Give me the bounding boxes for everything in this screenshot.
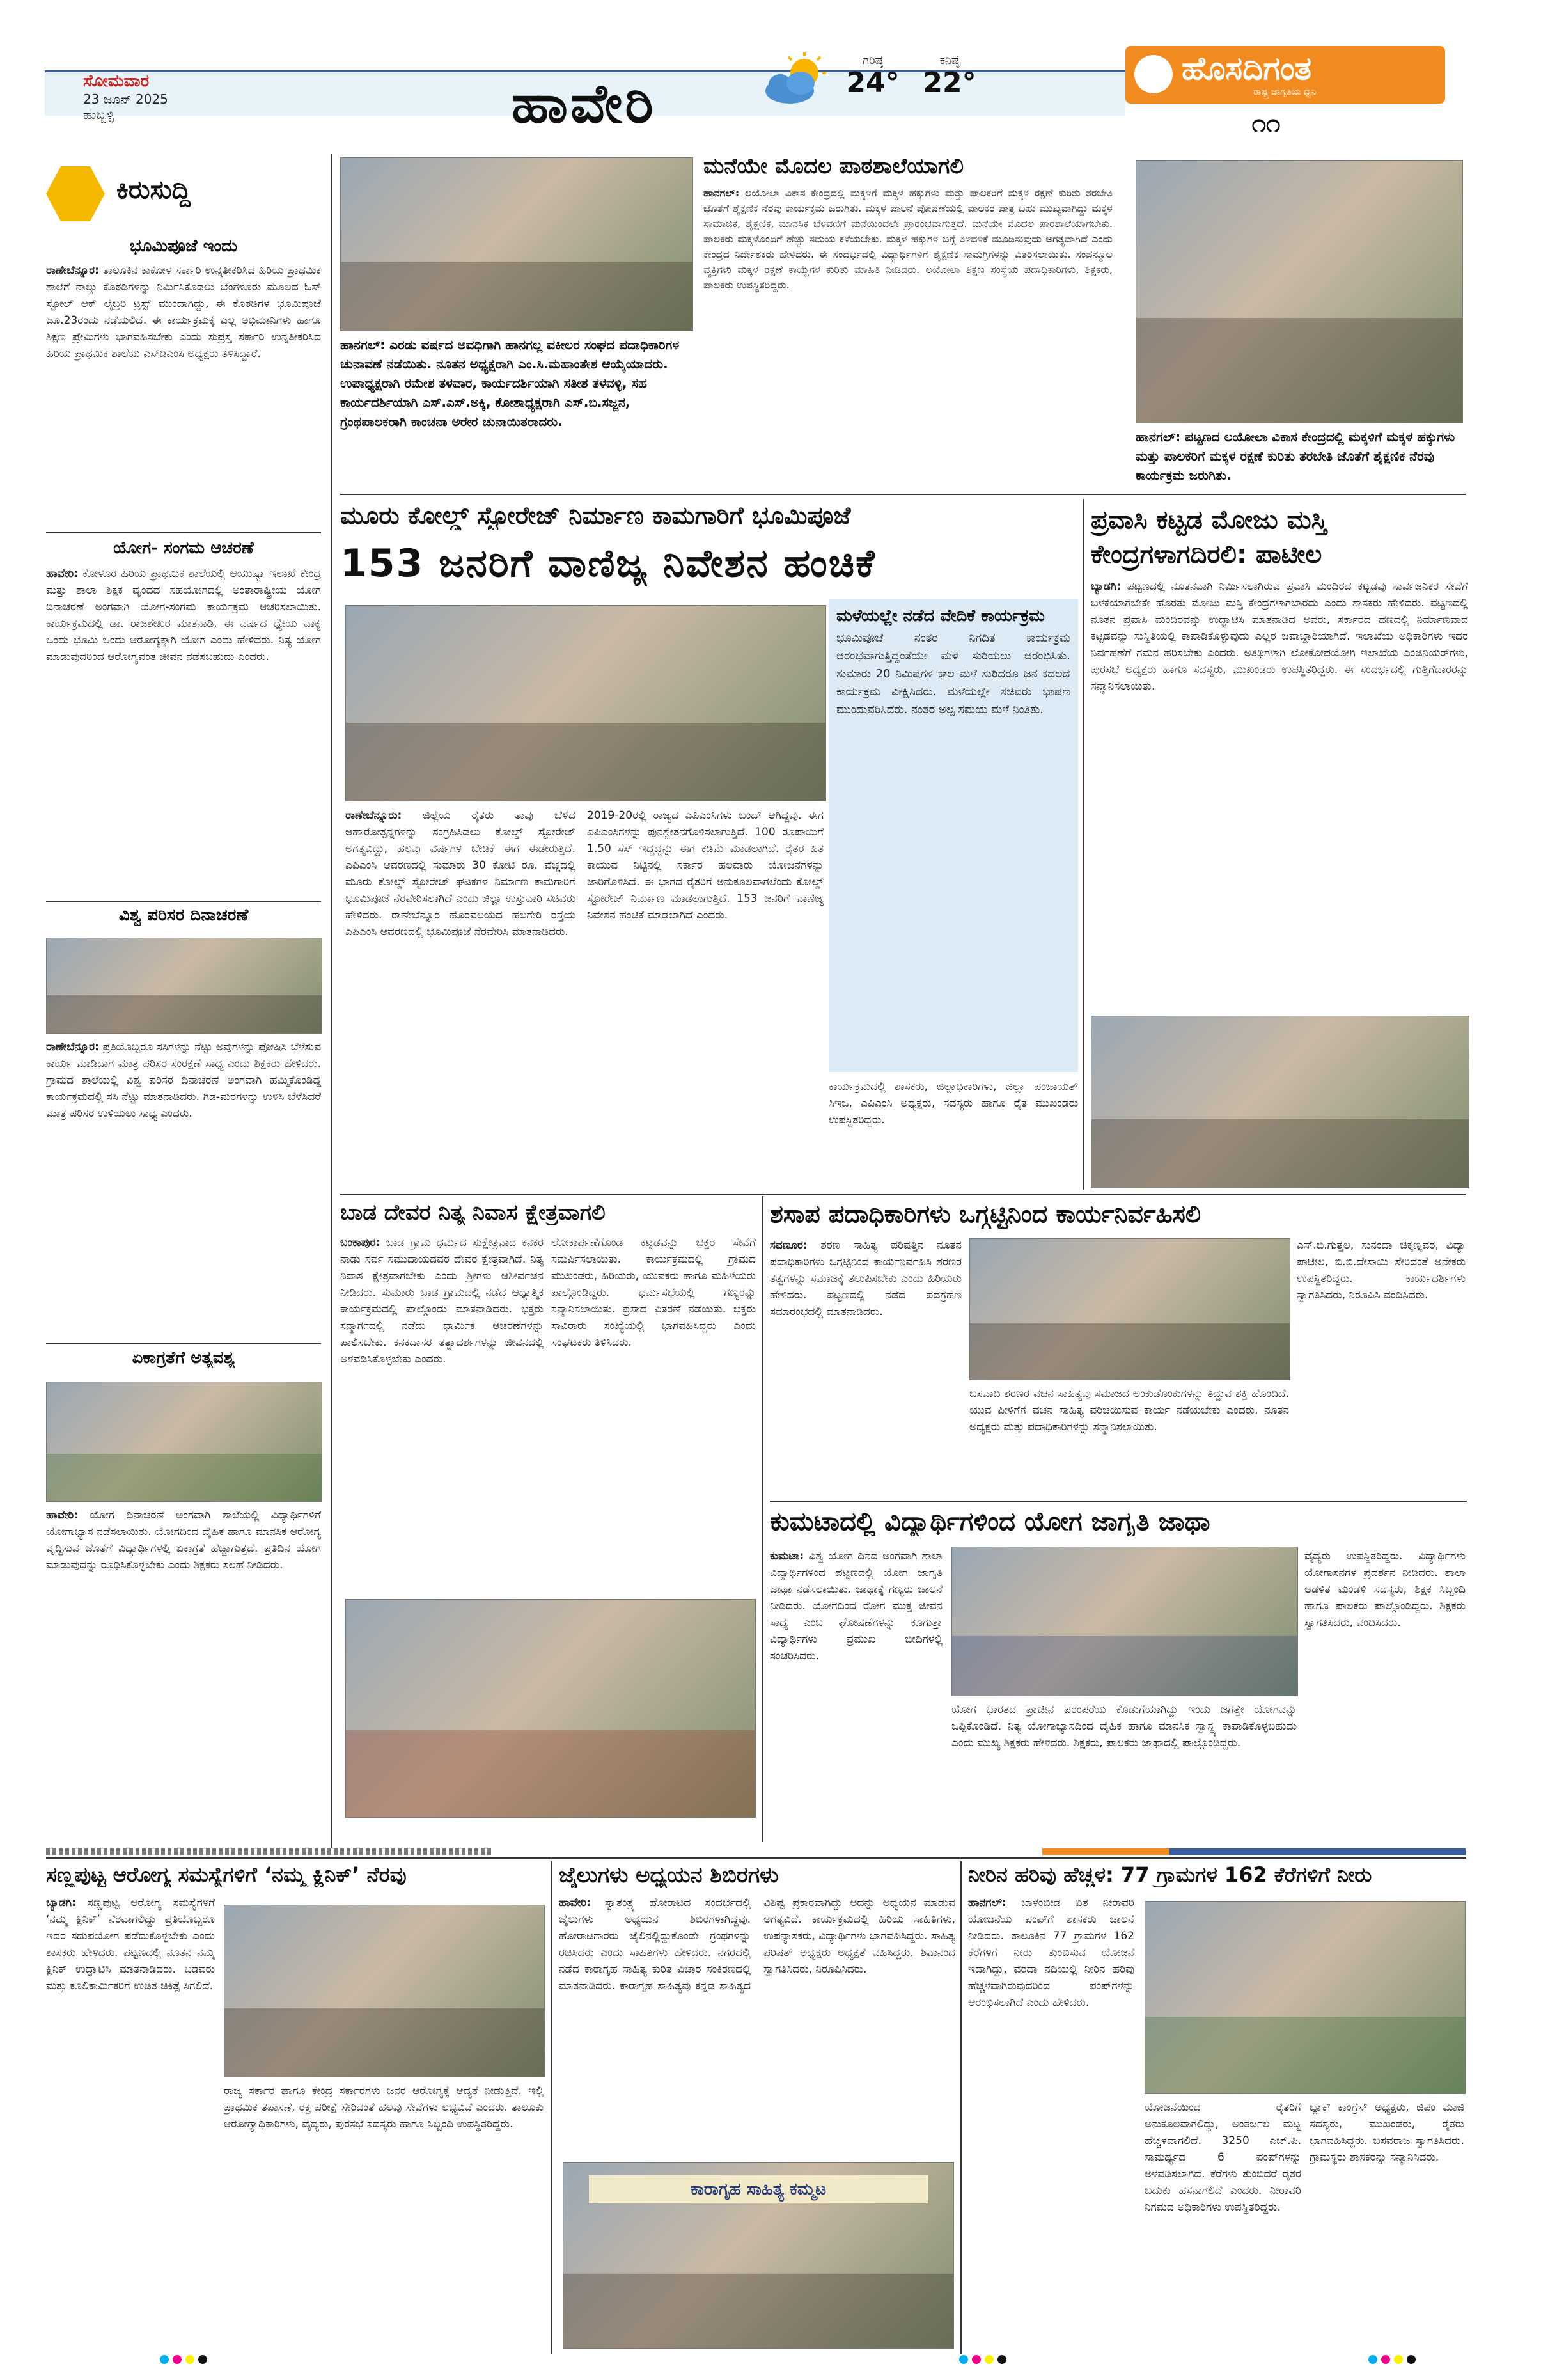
kiru-dateline-1: ರಾಣೇಬೆನ್ನೂರ: [46, 264, 99, 277]
kiru-dateline-2: ಹಾವೇರಿ: [46, 567, 79, 580]
dateline-bada: ಬಂಕಾಪುರ: [340, 1236, 380, 1249]
kirusuddi-label: ಕಿರುಸುದ್ದಿ [116, 175, 191, 205]
masthead-date: 23 ಜೂನ್ 2025 [83, 91, 168, 107]
weather-min [914, 54, 985, 99]
hand-icon [46, 166, 105, 221]
divider [46, 532, 321, 533]
rain-box [829, 599, 1078, 1072]
column-divider [551, 1861, 552, 2354]
cloud-sun-icon [761, 51, 831, 109]
kirusuddi-badge [46, 166, 238, 221]
kicker-cold: ಮೂರು ಕೋಲ್ಡ್ ಸ್ಟೋರೇಜ್ ನಿರ್ಮಾಣ ಕಾಮಗಾರಿಗೆ ಭೂಮಿಪೂಜೆ [340, 501, 851, 530]
dateline-shasapa: ಸವಣೂರ: [770, 1239, 808, 1252]
kiru-head-1: ಭೂಮಿಪೂಜೆ ಇಂದು [129, 237, 238, 256]
weather-max [838, 54, 908, 99]
masthead-date-block [83, 72, 262, 122]
text-school: ಲಯೋಲಾ ವಿಕಾಸ ಕೇಂದ್ರದಲ್ಲಿ ಮಕ್ಕಳಿಗೆ ಮಕ್ಕಳ ಹಕ್ಕುಗಳು ಮತ್ತು ಪಾಲಕರಿಗೆ ಮಕ್ಕಳ ರಕ್ಷಣೆ ಕುರಿತು ತರಬೇತಿ ಜೊತೆಗೆ ಶೈಕ್ಷಣಿಕ ನೆರವು ಕಾರ್ಯಕ್ರಮ ಜರುಗಿತು. ಮಕ್ಕಳ ಪಾಲನೆ ಪೋಷಣೆಯಲ್ಲಿ ಪಾಲಕರ ಪಾತ್ರ ಬಹು ಮುಖ್ಯವಾಗಿದ್ದು ಮಕ್ಕಳ ಸಾಮಾಜಿಕ, ಶೈಕ್ಷಣಿಕ, ಮಾನಸಿಕ ಬೆಳವಣಿಗೆ ಮನೆಯಿಂದಲೇ ಪ್ರಾರಂಭವಾಗುತ್ತದೆ. ಮನೆಯೇ ಮೊದಲ ಪಾಠಶಾಲೆಯಾಗಬೇಕು. ಪಾಲಕರು ಮಕ್ಕಳೊಂದಿಗೆ ಹೆಚ್ಚು ಸಮಯ ಕಳೆಯಬೇಕು. ಮಕ್ಕಳ ಹಕ್ಕುಗಳ ಬಗ್ಗೆ ತಿಳಿವಳಿಕೆ ಮೂಡಿಸುವುದು ಅಗತ್ಯವಾಗಿದೆ ಎಂದು ಕೇಂದ್ರದ ನಿರ್ದೇಶಕರು ಹೇಳಿದರು. ಈ ಸಂದರ್ಭದಲ್ಲಿ ವಿದ್ಯಾರ್ಥಿಗಳಿಗೆ ಶೈಕ್ಷಣಿಕ ಸಾಮಗ್ರಿಗಳನ್ನು ವಿತರಿಸಲಾಯಿತು. ಸಂಪನ್ಮೂಲ ವ್ಯಕ್ತಿಗಳು ಮಕ್ಕಳ ರಕ್ಷಣೆ ಕಾಯ್ದೆಗಳ ಕುರಿತು ಮಾಹಿತಿ ನೀಡಿದರು. ಲಯೋಲಾ ಶಿಕ್ಷಣ ಸಂಸ್ಥೆಯ ಪದಾಧಿಕಾರಿಗಳು, ಶಿಕ್ಷಕರು, ಪಾಲಕರು ಉಪಸ್ಥಿತರಿದ್ದರು. [703, 187, 1113, 291]
rain-box-head: ಮಳೆಯಲ್ಲೇ ನಡೆದ ವೇದಿಕೆ ಕಾರ್ಯಕ್ರಮ [836, 606, 1045, 626]
kiru-photo-3 [46, 938, 322, 1034]
row-divider [340, 1194, 1466, 1195]
rain-box-body: ಭೂಮಿಪೂಜೆ ನಂತರ ನಿಗದಿತ ಕಾರ್ಯಕ್ರಮ ಆರಂಭವಾಗುತ್ತಿದ್ದಂತೆಯೇ ಮಳೆ ಸುರಿಯಲು ಆರಂಭಿಸಿತು. ಸುಮಾರು 20 ನಿಮಿಷಗಳ ಕಾಲ ಮಳೆ ಸುರಿದರೂ ಜನ ಕದಲದೆ ಕಾರ್ಯಕ್ರಮ ವೀಕ್ಷಿಸಿದರು. ಮಳೆಯಲ್ಲೇ ಸಚಿವರು ಭಾಷಣ ಮುಂದುವರಿಸಿದರು. ನಂತರ ಅಲ್ಪ ಸಮಯ ಮಳೆ ನಿಂತಿತು. [836, 631, 1070, 716]
kiru-text-4: ಯೋಗ ದಿನಾಚರಣೆ ಅಂಗವಾಗಿ ಶಾಲೆಯಲ್ಲಿ ವಿದ್ಯಾರ್ಥಿಗಳಿಗೆ ಯೋಗಾಭ್ಯಾಸ ನಡೆಸಲಾಯಿತು. ಯೋಗದಿಂದ ದೈಹಿಕ ಹಾಗೂ ಮಾನಸಿಕ ಆರೋಗ್ಯ ವೃದ್ಧಿಸುವ ಜೊತೆಗೆ ವಿದ್ಯಾರ್ಥಿಗಳಲ್ಲಿ ಏಕಾಗ್ರತೆ ಹೆಚ್ಚಾಗುತ್ತದೆ. ಪ್ರತಿದಿನ ಯೋಗ ಮಾಡುವುದನ್ನು ರೂಢಿಸಿಕೊಳ್ಳಬೇಕು ಎಂದು ಶಿಕ್ಷಕರು ಸಲಹೆ ನೀಡಿದರು. [46, 1509, 321, 1572]
registration-dots [959, 2355, 1006, 2364]
story-kumta-body1 [770, 1548, 943, 1842]
column-divider [1083, 499, 1084, 1190]
divider [46, 1343, 321, 1344]
kiru-head-4: ಏಕಾಗ್ರತೆಗೆ ಅತ್ಯವಶ್ಯ [132, 1348, 235, 1367]
row-divider [46, 1857, 1466, 1859]
text-patil: ಪಟ್ಟಣದಲ್ಲಿ ನೂತನವಾಗಿ ನಿರ್ಮಿಸಲಾಗಿರುವ ಪ್ರವಾಸಿ ಮಂದಿರದ ಕಟ್ಟಡವು ಸಾರ್ವಜನಿಕರ ಸೇವೆಗೆ ಬಳಕೆಯಾಗಬೇಕೇ ಹೊರತು ಮೋಜು ಮಸ್ತಿ ಕೇಂದ್ರಗಳಾಗಬಾರದು ಎಂದು ಶಾಸಕರು ಹೇಳಿದರು. ಪಟ್ಟಣದಲ್ಲಿ ನೂತನ ಪ್ರವಾಸಿ ಮಂದಿರವನ್ನು ಉದ್ಘಾಟಿಸಿ ಮಾತನಾಡಿದ ಅವರು, ಸರ್ಕಾರದ ಹಣದಲ್ಲಿ ನಿರ್ಮಾಣವಾದ ಕಟ್ಟಡವನ್ನು ಸುಸ್ಥಿತಿಯಲ್ಲಿ ಕಾಪಾಡಿಕೊಳ್ಳುವುದು ಎಲ್ಲರ ಜವಾಬ್ದಾರಿಯಾಗಿದೆ. ಇಲಾಖೆಯ ಅಧಿಕಾರಿಗಳು ಇದರ ನಿರ್ವಹಣೆಗೆ ಗಮನ ಹರಿಸಬೇಕು ಎಂದರು. ಅತಿಥಿಗಳಾಗಿ ಲೋಕೋಪಯೋಗಿ ಇಲಾಖೆಯ ಎಂಜಿನಿಯರ್‌ಗಳು, ಪುರಸಭೆ ಅಧ್ಯಕ್ಷರು ಹಾಗೂ ಸದಸ್ಯರು, ಮುಖಂಡರು ಉಪಸ್ಥಿತರಿದ್ದರು. ಈ ಸಂದರ್ಭದಲ್ಲಿ ಗುತ್ತಿಗೆದಾರರನ್ನು ಸನ್ಮಾನಿಸಲಾಯಿತು. [1091, 580, 1468, 693]
headline-kumta: ಕುಮಟಾದಲ್ಲಿ ವಿದ್ಯಾರ್ಥಿಗಳಿಂದ ಯೋಗ ಜಾಗೃತಿ ಜಾಥಾ [770, 1507, 1210, 1536]
story-shasapa-body1 [770, 1237, 962, 1461]
story-kumta-body3: ವೈದ್ಯರು ಉಪಸ್ಥಿತರಿದ್ದರು. ವಿದ್ಯಾರ್ಥಿಗಳು ಯೋಗಾಸನಗಳ ಪ್ರದರ್ಶನ ನೀಡಿದರು. ಶಾಲಾ ಆಡಳಿತ ಮಂಡಳಿ ಸದಸ್ಯರು, ಶಿಕ್ಷಕ ಸಿಬ್ಬಂದಿ ಹಾಗೂ ಪಾಲಕರು ಪಾಲ್ಗೊಂಡಿದ್ದರು. ಶಿಕ್ಷಕರು ಸ್ವಾಗತಿಸಿದರು, ವಂದಿಸಿದರು. [1304, 1550, 1466, 1629]
kiru-body-4 [46, 1507, 321, 1846]
photo-bada [345, 1599, 756, 1818]
kiru-body-3 [46, 1039, 321, 1339]
headline-clinic: ಸಣ್ಣಪುಟ್ಟ ಆರೋಗ್ಯ ಸಮಸ್ಯೆಗಳಿಗೆ ‘ನಮ್ಮ ಕ್ಲಿನಿಕ್’ ನೆರವು [46, 1863, 407, 1887]
kiru-body-2 [46, 565, 321, 898]
edition-title: ಹಾವೇರಿ [512, 72, 656, 135]
dateline-school: ಹಾನಗಲ್: [703, 187, 740, 199]
story-water-body1 [968, 1895, 1134, 2349]
text-clinic-1: ಸಣ್ಣಪುಟ್ಟ ಆರೋಗ್ಯ ಸಮಸ್ಯೆಗಳಿಗೆ ‘ನಮ್ಮ ಕ್ಲಿನಿಕ್’ ನೆರವಾಗಲಿದ್ದು ಪ್ರತಿಯೊಬ್ಬರೂ ಇದರ ಸದುಪಯೋಗ ಪಡೆದುಕೊಳ್ಳಬೇಕು ಎಂದು ಶಾಸಕರು ಹೇಳಿದರು. ಪಟ್ಟಣದಲ್ಲಿ ನೂತನ ನಮ್ಮ ಕ್ಲಿನಿಕ್ ಉದ್ಘಾಟಿಸಿ ಮಾತನಾಡಿದರು. ಬಡವರು ಮತ್ತು ಕೂಲಿಕಾರ್ಮಿಕರಿಗೆ ಉಚಿತ ಚಿಕಿತ್ಸೆ ಸಿಗಲಿದೆ. [46, 1896, 215, 1992]
story-shasapa-body2: ಬಸವಾದಿ ಶರಣರ ವಚನ ಸಾಹಿತ್ಯವು ಸಮಾಜದ ಅಂಕುಡೊಂಕುಗಳನ್ನು ತಿದ್ದುವ ಶಕ್ತಿ ಹೊಂದಿದೆ. ಯುವ ಪೀಳಿಗೆಗೆ ವಚನ ಸಾಹಿತ್ಯ ಪರಿಚಯಿಸುವ ಕಾರ್ಯ ನಡೆಯಬೇಕು ಎಂದರು. ನೂತನ ಅಧ್ಯಕ್ಷರು ಮತ್ತು ಪದಾಧಿಕಾರಿಗಳನ್ನು ಸನ್ಮಾನಿಸಲಾಯಿತು. [969, 1387, 1289, 1433]
story-cold-body3: ಕಾರ್ಯಕ್ರಮದಲ್ಲಿ ಶಾಸಕರು, ಜಿಲ್ಲಾಧಿಕಾರಿಗಳು, ಜಿಲ್ಲಾ ಪಂಚಾಯತ್ ಸಿಇಒ, ಎಪಿಎಂಸಿ ಅಧ್ಯಕ್ಷರು, ಸದಸ್ಯರು ಹಾಗೂ ರೈತ ಮುಖಂಡರು ಉಪಸ್ಥಿತರಿದ್ದರು. [829, 1080, 1078, 1126]
text-shasapa-1: ಶರಣ ಸಾಹಿತ್ಯ ಪರಿಷತ್ತಿನ ನೂತನ ಪದಾಧಿಕಾರಿಗಳು ಒಗ್ಗಟ್ಟಿನಿಂದ ಕಾರ್ಯನಿರ್ವಹಿಸಿ ಶರಣರ ತತ್ವಗಳನ್ನು ಸಮಾಜಕ್ಕೆ ತಲುಪಿಸಬೇಕು ಎಂದು ಹಿರಿಯರು ಹೇಳಿದರು. ಪಟ್ಟಣದಲ್ಲಿ ನಡೆದ ಪದಗ್ರಹಣ ಸಮಾರಂಭದಲ್ಲಿ ಮಾತನಾಡಿದರು. [770, 1239, 962, 1318]
headline-patil: ಪ್ರವಾಸಿ ಕಟ್ಟಡ ಮೋಜು ಮಸ್ತಿ ಕೇಂದ್ರಗಳಾಗದಿರಲಿ: ಪಾಟೀಲ [1091, 505, 1327, 569]
photo-lawyers [340, 157, 693, 331]
headline-water: ನೀರಿನ ಹರಿವು ಹೆಚ್ಚಳ: 77 ಗ್ರಾಮಗಳ 162 ಕೆರೆಗಳಿಗೆ ನೀರು [968, 1863, 1372, 1887]
kiru-dateline-4: ಹಾವೇರಿ: [46, 1509, 79, 1522]
headline-school: ಮನೆಯೇ ಮೊದಲ ಪಾಠಶಾಲೆಯಾಗಲಿ [703, 154, 964, 179]
jail-banner: ಕಾರಾಗೃಹ ಸಾಹಿತ್ಯ ಕಮ್ಮಟ [589, 2175, 928, 2203]
masthead-city: ಹುಬ್ಬಳ್ಳಿ [83, 107, 114, 122]
column-divider [762, 1196, 763, 1842]
weather-max-label: ಗರಿಷ್ಠ [863, 54, 883, 67]
separator-bar [46, 1848, 494, 1855]
story-clinic-body1 [46, 1895, 215, 2349]
separator-bar [1042, 1848, 1466, 1855]
column-divider [331, 154, 332, 1848]
kiru-text-2: ಕೋಳೂರ ಹಿರಿಯ ಪ್ರಾಥಮಿಕ ಶಾಲೆಯಲ್ಲಿ ಆಯುಷ್ಯಾ ಇಲಾಖೆ ಕೇಂದ್ರ ಮತ್ತು ಶಾಲಾ ಶಿಕ್ಷಕ ವೃಂದದ ಸಹಯೋಗದಲ್ಲಿ ಅಂತಾರಾಷ್ಟ್ರೀಯ ಯೋಗ ದಿನಾಚರಣೆ ಅಂಗವಾಗಿ ಯೋಗ-ಸಂಗಮ ಕಾರ್ಯಕ್ರಮ ಆಚರಿಸಲಾಯಿತು. ಕಾರ್ಯಕ್ರಮದಲ್ಲಿ ಡಾ. ರಾಜಶೇಖರ ಮಾತನಾಡಿ, ಈ ವರ್ಷದ ಧ್ಯೇಯ ವಾಕ್ಯ ಒಂದು ಭೂಮಿ ಒಂದು ಆರೋಗ್ಯಕ್ಕಾಗಿ ಯೋಗ ಎಂದು ಹೇಳಿದರು. ನಿತ್ಯ ಯೋಗ ಮಾಡುವುದರಿಂದ ಆರೋಗ್ಯವಂತ ಜೀವನ ನಡೆಸಬಹುದು ಎಂದರು. [46, 567, 321, 663]
kiru-photo-4 [46, 1382, 322, 1502]
story-water-body3: ಬ್ಲಾಕ್ ಕಾಂಗ್ರೆಸ್ ಅಧ್ಯಕ್ಷರು, ಜಿಪಂ ಮಾಜಿ ಸದಸ್ಯರು, ಮುಖಂಡರು, ರೈತರು ಭಾಗವಹಿಸಿದ್ದರು. ಬಸವರಾಜ ಸ್ವಾಗತಿಸಿದರು. ಗ್ರಾಮಸ್ಥರು ಶಾಸಕರನ್ನು ಸನ್ಮಾನಿಸಿದರು. [1310, 2101, 1464, 2164]
photo-shasapa [969, 1238, 1290, 1380]
photo-jail [563, 2162, 954, 2349]
story-kumta-body2: ಯೋಗ ಭಾರತದ ಪ್ರಾಚೀನ ಪರಂಪರೆಯ ಕೊಡುಗೆಯಾಗಿದ್ದು ಇಂದು ಜಗತ್ತೇ ಯೋಗವನ್ನು ಒಪ್ಪಿಕೊಂಡಿದೆ. ನಿತ್ಯ ಯೋಗಾಭ್ಯಾಸದಿಂದ ದೈಹಿಕ ಹಾಗೂ ಮಾನಸಿಕ ಸ್ವಾಸ್ಥ್ಯ ಕಾಪಾಡಿಕೊಳ್ಳಬಹುದು ಎಂದು ಮುಖ್ಯ ಶಿಕ್ಷಕರು ಹೇಳಿದರು. ಶಿಕ್ಷಕರು, ಪಾಲಕರು ಜಾಥಾದಲ್ಲಿ ಪಾಲ್ಗೊಂಡಿದ್ದರು. [951, 1703, 1297, 1749]
paper-name: ಹೊಸದಿಗಂತ [1182, 50, 1312, 87]
dateline-water: ಹಾನಗಲ್: [968, 1896, 1006, 1909]
photo-cold [345, 605, 826, 801]
paper-logo-emblem [1134, 55, 1173, 93]
headline-jail: ಜೈಲುಗಳು ಅಧ್ಯಯನ ಶಿಬಿರಗಳು [559, 1863, 779, 1888]
photo-water [1145, 1901, 1466, 2094]
text-bada-1: ಬಾಡ ಗ್ರಾಮ ಧರ್ಮದ ಸುಕ್ಷೇತ್ರವಾದ ಕನಕರ ನಾಡು ಸರ್ವ ಸಮುದಾಯದವರ ದೇವರ ಕ್ಷೇತ್ರವಾಗಿದೆ. ನಿತ್ಯ ನಿವಾಸ ಕ್ಷೇತ್ರವಾಗಬೇಕು ಎಂದು ಶ್ರೀಗಳು ಆಶೀರ್ವಚನ ನೀಡಿದರು. ಸುಮಾರು ಬಾಡ ಗ್ರಾಮದಲ್ಲಿ ನಡೆದ ಆಧ್ಯಾತ್ಮಿಕ ಕಾರ್ಯಕ್ರಮದಲ್ಲಿ ಪಾಲ್ಗೊಂಡು ಮಾತನಾಡಿದರು. ಭಕ್ತರು ಸನ್ಮಾರ್ಗದಲ್ಲಿ ನಡೆದು ಧಾರ್ಮಿಕ ಆಚರಣೆಗಳನ್ನು ಪಾಲಿಸಬೇಕು. ಕನಕದಾಸರ ತತ್ವಾದರ್ಶಗಳನ್ನು ಜೀವನದಲ್ಲಿ ಅಳವಡಿಸಿಕೊಳ್ಳಬೇಕು ಎಂದರು. [340, 1236, 544, 1366]
photo-patil [1091, 1016, 1469, 1188]
row-divider [340, 494, 1466, 495]
column-divider [960, 1861, 962, 2354]
kiru-head-2: ಯೋಗ- ಸಂಗಮ ಆಚರಣೆ [113, 539, 254, 558]
kiru-text-3: ಪ್ರತಿಯೊಬ್ಬರೂ ಸಸಿಗಳನ್ನು ನೆಟ್ಟು ಅವುಗಳನ್ನು ಪೋಷಿಸಿ ಬೆಳೆಸುವ ಕಾರ್ಯ ಮಾಡಿದಾಗ ಮಾತ್ರ ಪರಿಸರ ಸಂರಕ್ಷಣೆ ಸಾಧ್ಯ ಎಂದು ಶಿಕ್ಷಕರು ಹೇಳಿದರು. ಗ್ರಾಮದ ಶಾಲೆಯಲ್ಲಿ ವಿಶ್ವ ಪರಿಸರ ದಿನಾಚರಣೆ ಅಂಗವಾಗಿ ಹಮ್ಮಿಕೊಂಡಿದ್ದ ಕಾರ್ಯಕ್ರಮದಲ್ಲಿ ಸಸಿ ನೆಟ್ಟು ಮಾತನಾಡಿದರು. ಗಿಡ-ಮರಗಳನ್ನು ಉಳಿಸಿ ಬೆಳೆಸಿದರೆ ಮಾತ್ರ ಪರಿಸರ ಉಳಿಯಲು ಸಾಧ್ಯ ಎಂದರು. [46, 1041, 321, 1120]
headline-bada: ಬಾಡ ದೇವರ ನಿತ್ಯ ನಿವಾಸ ಕ್ಷೇತ್ರವಾಗಲಿ [340, 1200, 606, 1225]
caption-lawyers: ಹಾನಗಲ್: ಎರಡು ವರ್ಷದ ಅವಧಿಗಾಗಿ ಹಾನಗಲ್ಲ ವಕೀಲರ ಸಂಘದ ಪದಾಧಿಕಾರಿಗಳ ಚುನಾವಣೆ ನಡೆಯಿತು. ನೂತನ ಅಧ್ಯಕ್ಷರಾಗಿ ಎಂ.ಸಿ.ಮಹಾಂತೇಶ ಆಯ್ಕೆಯಾದರು. ಉಪಾಧ್ಯಕ್ಷರಾಗಿ ರಮೇಶ ತಳವಾರ, ಕಾರ್ಯದರ್ಶಿಯಾಗಿ ಸತೀಶ ತಳವಳ್ಳಿ, ಸಹ ಕಾರ್ಯದರ್ಶಿಯಾಗಿ ಎಸ್.ಎಸ್.ಅಕ್ಕಿ, ಕೋಶಾಧ್ಯಕ್ಷರಾಗಿ ಎಸ್.ಬಿ.ಸಜ್ಜನ, ಗ್ರಂಥಪಾಲಕರಾಗಿ ಕಾಂಚನಾ ಅರೇರ ಚುನಾಯಿತರಾದರು. [340, 337, 680, 429]
kiru-body-1 [46, 262, 321, 524]
dateline-clinic: ಬ್ಯಾಡಗಿ: [46, 1896, 76, 1909]
page-number: ೧೧ [1251, 109, 1281, 138]
headline-cold: 153 ಜನರಿಗೆ ವಾಣಿಜ್ಯ ನಿವೇಶನ ಹಂಚಿಕೆ [340, 541, 876, 586]
story-clinic-body2: ರಾಜ್ಯ ಸರ್ಕಾರ ಹಾಗೂ ಕೇಂದ್ರ ಸರ್ಕಾರಗಳು ಜನರ ಆರೋಗ್ಯಕ್ಕೆ ಆದ್ಯತೆ ನೀಡುತ್ತಿವೆ. ಇಲ್ಲಿ ಪ್ರಾಥಮಿಕ ತಪಾಸಣೆ, ರಕ್ತ ಪರೀಕ್ಷೆ ಸೇರಿದಂತೆ ಹಲವು ಸೇವೆಗಳು ಲಭ್ಯವಿವೆ ಎಂದರು. ತಾಲೂಕು ಆರೋಗ್ಯಾಧಿಕಾರಿಗಳು, ವೈದ್ಯರು, ಪುರಸಭೆ ಸದಸ್ಯರು ಹಾಗೂ ಸಿಬ್ಬಂದಿ ಉಪಸ್ಥಿತರಿದ್ದರು. [224, 2084, 544, 2131]
story-patil-body [1091, 578, 1468, 1007]
story-shasapa-body3: ಎಸ್.ಬಿ.ಗುತ್ತಲ, ಸುನಂದಾ ಚಿಕ್ಕಣ್ಣವರ, ವಿದ್ಯಾ ಪಾಟೀಲ, ಬಿ.ಬಿ.ದೇಸಾಯಿ ಸೇರಿದಂತೆ ಅನೇಕರು ಉಪಸ್ಥಿತರಿದ್ದರು. ಕಾರ್ಯದರ್ಶಿಗಳು ಸ್ವಾಗತಿಸಿದರು, ನಿರೂಪಿಸಿ ವಂದಿಸಿದರು. [1297, 1239, 1466, 1302]
divider [46, 901, 321, 902]
photo-kumta [951, 1547, 1298, 1696]
headline-shasapa: ಶಸಾಪ ಪದಾಧಿಕಾರಿಗಳು ಒಗ್ಗಟ್ಟಿನಿಂದ ಕಾರ್ಯನಿರ್ವಹಿಸಲಿ [770, 1200, 1201, 1228]
caption-loyola: ಹಾನಗಲ್: ಪಟ್ಟಣದ ಲಯೋಲಾ ವಿಕಾಸ ಕೇಂದ್ರದಲ್ಲಿ ಮಕ್ಕಳಿಗೆ ಮಕ್ಕಳ ಹಕ್ಕುಗಳು ಮತ್ತು ಪಾಲಕರಿಗೆ ಮಕ್ಕಳ ರಕ್ಷಣೆ ಕುರಿತು ತರಬೇತಿ ಜೊತೆಗೆ ಶೈಕ್ಷಣಿಕ ನೆರವು ಕಾರ್ಯಕ್ರಮ ಜರುಗಿತು. [1136, 429, 1455, 483]
registration-dots [160, 2355, 207, 2364]
paper-logo [1125, 46, 1445, 104]
dateline-patil: ಬ್ಯಾಡಗಿ: [1091, 580, 1121, 593]
registration-dots [1368, 2355, 1416, 2364]
dateline-kumta: ಕುಮಟಾ: [770, 1550, 804, 1563]
text-jail: ಸ್ವಾತಂತ್ರ್ಯ ಹೋರಾಟದ ಸಂದರ್ಭದಲ್ಲಿ ಜೈಲುಗಳು ಅಧ್ಯಯನ ಶಿಬಿರಗಳಾಗಿದ್ದವು. ಹೋರಾಟಗಾರರು ಜೈಲಿನಲ್ಲಿದ್ದುಕೊಂಡೇ ಗ್ರಂಥಗಳನ್ನು ರಚಿಸಿದರು ಎಂದು ಸಾಹಿತಿಗಳು ಹೇಳಿದರು. ನಗರದಲ್ಲಿ ನಡೆದ ಕಾರಾಗೃಹ ಸಾಹಿತ್ಯ ಕುರಿತ ವಿಚಾರ ಸಂಕಿರಣದಲ್ಲಿ ಮಾತನಾಡಿದರು. ಕಾರಾಗೃಹ ಸಾಹಿತ್ಯವು ಕನ್ನಡ ಸಾಹಿತ್ಯದ ವಿಶಿಷ್ಟ ಪ್ರಕಾರವಾಗಿದ್ದು ಅದನ್ನು ಅಧ್ಯಯನ ಮಾಡುವ ಅಗತ್ಯವಿದೆ. ಕಾರ್ಯಕ್ರಮದಲ್ಲಿ ಹಿರಿಯ ಸಾಹಿತಿಗಳು, ಉಪನ್ಯಾಸಕರು, ವಿದ್ಯಾರ್ಥಿಗಳು ಭಾಗವಹಿಸಿದ್ದರು. ಸಾಹಿತ್ಯ ಪರಿಷತ್ ಅಧ್ಯಕ್ಷರು ಅಧ್ಯಕ್ಷತೆ ವಹಿಸಿದ್ದರು. ಶಿವಾನಂದ ಸ್ವಾಗತಿಸಿದರು, ನಿರೂಪಿಸಿದರು. [559, 1896, 955, 1992]
story-bada-body1 [340, 1234, 544, 1593]
weather-min-value: 22° [923, 67, 976, 99]
photo-loyola [1136, 160, 1463, 423]
story-jail-body [559, 1895, 955, 2157]
text-water-1: ಬಾಳಂಬೀಡ ಏತ ನೀರಾವರಿ ಯೋಜನೆಯ ಪಂಪ್‌ಗೆ ಶಾಸಕರು ಚಾಲನೆ ನೀಡಿದರು. ತಾಲೂಕಿನ 77 ಗ್ರಾಮಗಳ 162 ಕೆರೆಗಳಿಗೆ ನೀರು ತುಂಬಿಸುವ ಯೋಜನೆ ಇದಾಗಿದ್ದು, ವರದಾ ನದಿಯಲ್ಲಿ ನೀರಿನ ಹರಿವು ಹೆಚ್ಚಳವಾಗಿರುವುದರಿಂದ ಪಂಪ್‌ಗಳನ್ನು ಆರಂಭಿಸಲಾಗಿದೆ ಎಂದು ಹೇಳಿದರು. [968, 1896, 1134, 2009]
photo-clinic [224, 1905, 545, 2077]
story-school-body [703, 185, 1113, 486]
weather-max-value: 24° [846, 67, 900, 99]
story-cold-body1 [345, 807, 575, 1191]
text-cold-1: ಜಿಲ್ಲೆಯ ರೈತರು ತಾವು ಬೆಳೆದ ಆಹಾರೋತ್ಪನ್ನಗಳನ್ನು ಸಂಗ್ರಹಿಸಿಡಲು ಕೋಲ್ಡ್ ಸ್ಟೋರೇಜ್ ಅಗತ್ಯವಿದ್ದು, ಹಲವು ವರ್ಷಗಳ ಬೇಡಿಕೆ ಈಗ ಈಡೇರುತ್ತಿದೆ. ಎಪಿಎಂಸಿ ಆವರಣದಲ್ಲಿ ಸುಮಾರು 30 ಕೋಟಿ ರೂ. ವೆಚ್ಚದಲ್ಲಿ ಮೂರು ಕೋಲ್ಡ್ ಸ್ಟೋರೇಜ್ ಘಟಕಗಳ ನಿರ್ಮಾಣ ಕಾಮಗಾರಿಗೆ ಭೂಮಿಪೂಜೆ ನೆರವೇರಿಸಲಾಗಿದೆ ಎಂದು ಜಿಲ್ಲಾ ಉಸ್ತುವಾರಿ ಸಚಿವರು ಹೇಳಿದರು. ರಾಣೇಬೆನ್ನೂರ ಹೊರವಲಯದ ಹಲಗೇರಿ ರಸ್ತೆಯ ಎಪಿಎಂಸಿ ಆವರಣದಲ್ಲಿ ಭೂಮಿಪೂಜೆ ನೆರವೇರಿಸಿ ಮಾತನಾಡಿದರು. [345, 809, 575, 938]
kiru-dateline-3: ರಾಣೇಬೆನ್ನೂರ: [46, 1041, 99, 1053]
row-divider [770, 1501, 1467, 1502]
paper-tagline: ರಾಷ್ಟ್ರ ಜಾಗೃತಿಯ ಧ್ವನಿ [1253, 87, 1317, 97]
dateline-jail: ಹಾವೇರಿ: [559, 1896, 591, 1909]
kiru-head-3: ವಿಶ್ವ ಪರಿಸರ ದಿನಾಚರಣೆ [118, 906, 249, 925]
weather-min-label: ಕನಿಷ್ಠ [939, 54, 960, 67]
story-bada-body2: ಲೋಕಾರ್ಪಣೆಗೊಂಡ ಕಟ್ಟಡವನ್ನು ಭಕ್ತರ ಸೇವೆಗೆ ಸಮರ್ಪಿಸಲಾಯಿತು. ಕಾರ್ಯಕ್ರಮದಲ್ಲಿ ಗ್ರಾಮದ ಮುಖಂಡರು, ಹಿರಿಯರು, ಯುವಕರು ಹಾಗೂ ಮಹಿಳೆಯರು ಪಾಲ್ಗೊಂಡಿದ್ದರು. ಧರ್ಮಸಭೆಯಲ್ಲಿ ಗಣ್ಯರನ್ನು ಸನ್ಮಾನಿಸಲಾಯಿತು. ಪ್ರಸಾದ ವಿತರಣೆ ನಡೆಯಿತು. ಭಕ್ತರು ಸಾವಿರಾರು ಸಂಖ್ಯೆಯಲ್ಲಿ ಭಾಗವಹಿಸಿದ್ದರು ಎಂದು ಸಂಘಟಕರು ತಿಳಿಸಿದರು. [551, 1236, 756, 1349]
dateline-cold: ರಾಣೇಬೆನ್ನೂರು: [345, 809, 402, 822]
story-cold-body2: 2019-20ರಲ್ಲಿ ರಾಜ್ಯದ ಎಪಿಎಂಸಿಗಳು ಬಂದ್ ಆಗಿದ್ದವು. ಈಗ ಎಪಿಎಂಸಿಗಳನ್ನು ಪುನಶ್ಚೇತನಗೊಳಿಸಲಾಗುತ್ತಿದೆ. 100 ರೂಪಾಯಿಗೆ 1.50 ಸೆಸ್ ಇದ್ದದ್ದನ್ನು ಈಗ ಕಡಿಮೆ ಮಾಡಲಾಗಿದೆ. ರೈತರ ಹಿತ ಕಾಯುವ ನಿಟ್ಟಿನಲ್ಲಿ ಸರ್ಕಾರ ಹಲವಾರು ಯೋಜನೆಗಳನ್ನು ಜಾರಿಗೊಳಿಸಿದೆ. ಈ ಭಾಗದ ರೈತರಿಗೆ ಅನುಕೂಲವಾಗಲೆಂದು ಕೋಲ್ಡ್ ಸ್ಟೋರೇಜ್ ನಿರ್ಮಾಣ ಮಾಡಲಾಗುತ್ತಿದೆ. 153 ಜನರಿಗೆ ವಾಣಿಜ್ಯ ನಿವೇಶನ ಹಂಚಿಕೆ ಮಾಡಲಾಗಿದೆ ಎಂದರು. [587, 809, 824, 922]
kiru-text-1: ತಾಲೂಕಿನ ಕಾಕೋಳ ಸರ್ಕಾರಿ ಉನ್ನತೀಕರಿಸಿದ ಹಿರಿಯ ಪ್ರಾಥಮಿಕ ಶಾಲೆಗೆ ನಾಲ್ಕು ಕೊಠಡಿಗಳನ್ನು ನಿರ್ಮಿಸಿಕೊಡಲು ಬೆಂಗಳೂರು ಮೂಲದ ಓಸ್ ಸ್ಟೋಲ್ ಆಕ್ ಲೈಬ್ರರಿ ಟ್ರಸ್ಟ್‌ ಮುಂದಾಗಿದ್ದು, ಈ ಕೊಠಡಿಗಳ ಭೂಮಿಪೂಜೆ ಜೂ.23ರಂದು ನಡೆಯಲಿದೆ. ಈ ಕಾರ್ಯಕ್ರಮಕ್ಕೆ ಎಲ್ಲ ಅಭಿಮಾನಿಗಳು ಹಾಗೂ ಶಿಕ್ಷಣ ಪ್ರೇಮಿಗಳು ಭಾಗವಹಿಸಬೇಕು ಎಂದು ಸುಪ್ರಸ್ತ ಸರ್ಕಾರಿ ಉನ್ನತೀಕರಿಸಿದ ಹಿರಿಯ ಪ್ರಾಥಮಿಕ ಶಾಲೆಯ ಎಸ್‌ಡಿಎಂಸಿ ಅಧ್ಯಕ್ಷರು ತಿಳಿಸಿದ್ದಾರೆ. [46, 264, 321, 360]
story-water-body2: ಯೋಜನೆಯಿಂದ ರೈತರಿಗೆ ಅನುಕೂಲವಾಗಲಿದ್ದು, ಅಂತರ್ಜಲ ಮಟ್ಟ ಹೆಚ್ಚಳವಾಗಲಿದೆ. 3250 ಎಚ್.ಪಿ. ಸಾಮರ್ಥ್ಯದ 6 ಪಂಪ್‌ಗಳನ್ನು ಅಳವಡಿಸಲಾಗಿದೆ. ಕೆರೆಗಳು ತುಂಬಿದರೆ ರೈತರ ಬದುಕು ಹಸನಾಗಲಿದೆ ಎಂದರು. ನೀರಾವರಿ ನಿಗಮದ ಅಧಿಕಾರಿಗಳು ಉಪಸ್ಥಿತರಿದ್ದರು. [1145, 2101, 1301, 2214]
text-kumta-1: ವಿಶ್ವ ಯೋಗ ದಿನದ ಅಂಗವಾಗಿ ಶಾಲಾ ವಿದ್ಯಾರ್ಥಿಗಳಿಂದ ಪಟ್ಟಣದಲ್ಲಿ ಯೋಗ ಜಾಗೃತಿ ಜಾಥಾ ನಡೆಸಲಾಯಿತು. ಜಾಥಾಕ್ಕೆ ಗಣ್ಯರು ಚಾಲನೆ ನೀಡಿದರು. ಯೋಗದಿಂದ ರೋಗ ಮುಕ್ತ ಜೀವನ ಸಾಧ್ಯ ಎಂಬ ಘೋಷಣೆಗಳನ್ನು ಕೂಗುತ್ತಾ ವಿದ್ಯಾರ್ಥಿಗಳು ಪ್ರಮುಖ ಬೀದಿಗಳಲ್ಲಿ ಸಂಚರಿಸಿದರು. [770, 1550, 943, 1662]
masthead-day: ಸೋಮವಾರ [83, 72, 150, 91]
